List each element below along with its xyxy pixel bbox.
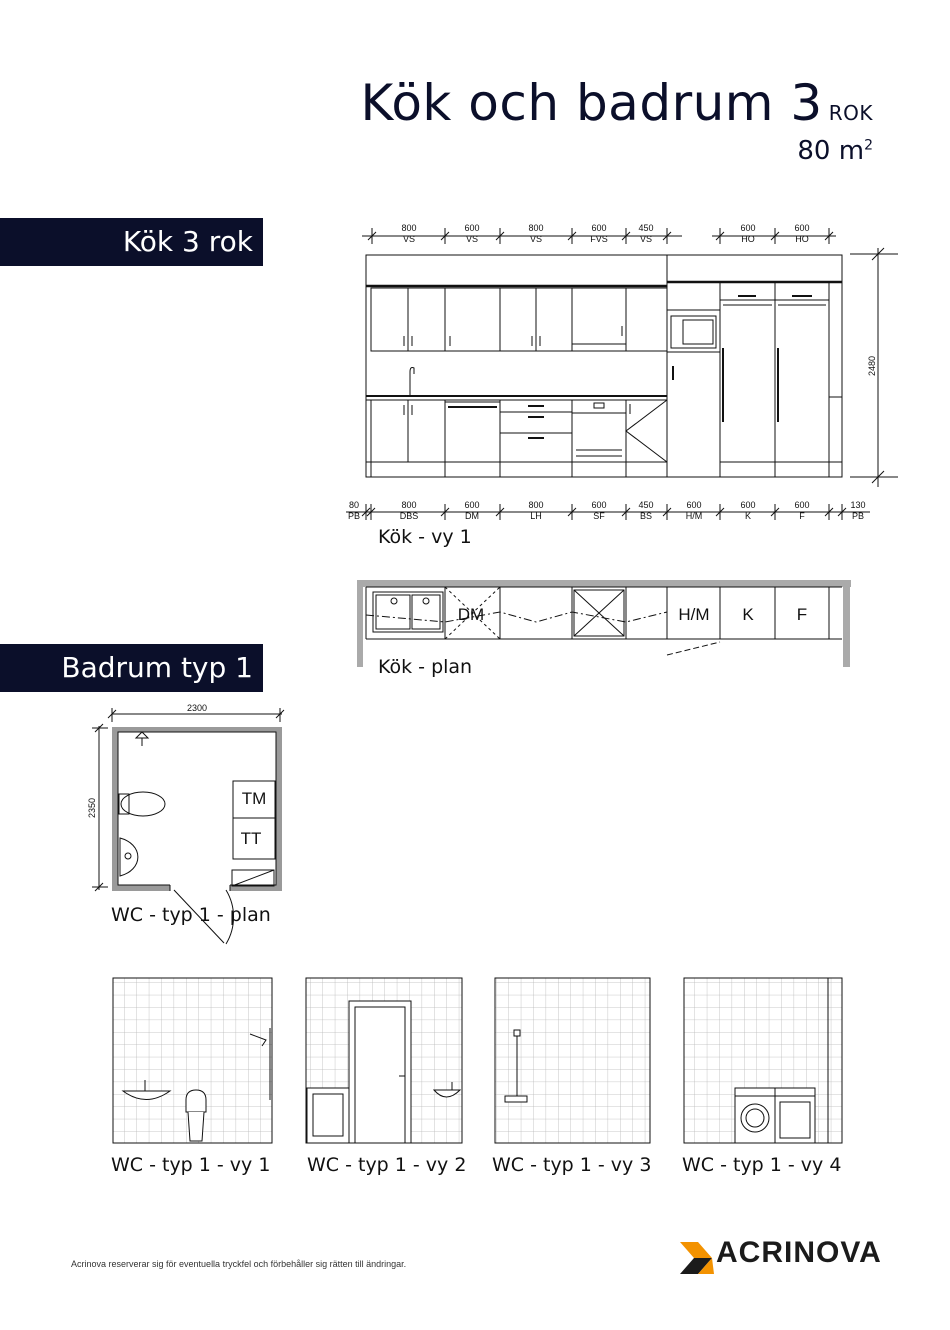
upper-dim-2-code: VS [529,234,543,244]
kitchen-height-dim: 2480 [867,355,877,377]
acrinova-logo-icon [678,1240,718,1280]
section-band-kitchen: Kök 3 rok [0,218,263,266]
lower-dim-1-mm: 800 [401,500,417,510]
title-suffix: ROK [828,101,873,125]
plan-label-hm: H/M [678,605,710,624]
wc-view-2-caption: WC - typ 1 - vy 2 [307,1154,467,1176]
bathroom-depth-dim: 2350 [87,797,97,819]
lower-dim-2-mm: 600 [464,500,480,510]
brand-wordmark: ACRINOVA [716,1236,882,1269]
lower-dim-7-code: K [744,511,752,521]
upper-dim-3-mm: 600 [591,223,607,233]
bathroom-plan-caption: WC - typ 1 - plan [111,904,271,926]
lower-dim-7-mm: 600 [740,500,756,510]
lower-dim-5-code: BS [639,511,653,521]
lower-dim-1-code: DBS [399,511,419,521]
lower-dim-0-code: PB [347,511,361,521]
title-text: Kök och badrum 3 [360,74,823,132]
upper-dim-0-mm: 800 [401,223,417,233]
wc-view-1-caption: WC - typ 1 - vy 1 [111,1154,271,1176]
lower-dim-8-mm: 600 [794,500,810,510]
plan-label-f: F [796,605,808,624]
upper-dim-3-code: FVS [590,234,608,244]
lower-dim-3-mm: 800 [528,500,544,510]
upper-dim-1-code: VS [465,234,479,244]
upper-dim-2-mm: 800 [528,223,544,233]
lower-dim-9-code: PB [851,511,865,521]
upper-dim-5-mm: 600 [740,223,756,233]
disclaimer-text: Acrinova reserverar sig för eventuella tryckfel och förbehåller sig rätten till ändringar. [71,1259,407,1269]
wc-view-3 [495,978,650,1143]
label-tm: TM [241,789,267,808]
wc-view-1 [113,978,272,1143]
wc-view-4-caption: WC - typ 1 - vy 4 [682,1154,842,1176]
upper-dim-0-code: VS [402,234,416,244]
section-band-bathroom: Badrum typ 1 [0,644,263,692]
upper-dim-4-mm: 450 [638,223,654,233]
upper-dim-6-code: HO [795,234,809,244]
kitchen-plan-caption: Kök - plan [378,656,473,678]
lower-dim-0-mm: 80 [348,500,360,510]
plan-label-k: K [742,605,754,624]
plan-label-dm: DM [457,605,485,624]
bathroom-width-dim: 2300 [186,703,208,713]
lower-dim-6-mm: 600 [686,500,702,510]
area-unit-superscript: 2 [864,137,873,154]
upper-dim-4-code: VS [639,234,653,244]
lower-dim-4-code: SF [593,511,605,521]
bathroom-elevations [0,970,950,1170]
kitchen-elevation-caption: Kök - vy 1 [378,526,472,548]
lower-dim-6-code: H/M [685,511,703,521]
lower-dim-3-code: LH [530,511,542,521]
area-value: 80 m [797,136,865,166]
wc-view-2 [306,978,462,1143]
lower-dim-9-mm: 130 [850,500,866,510]
label-tt: TT [240,829,262,848]
upper-dim-5-code: HO [741,234,755,244]
upper-dim-1-mm: 600 [464,223,480,233]
upper-dim-6-mm: 600 [794,223,810,233]
wc-view-4 [684,978,842,1143]
lower-dim-5-mm: 450 [638,500,654,510]
lower-dim-8-code: F [799,511,805,521]
lower-dim-4-mm: 600 [591,500,607,510]
lower-dim-2-code: DM [465,511,479,521]
wc-view-3-caption: WC - typ 1 - vy 3 [492,1154,652,1176]
